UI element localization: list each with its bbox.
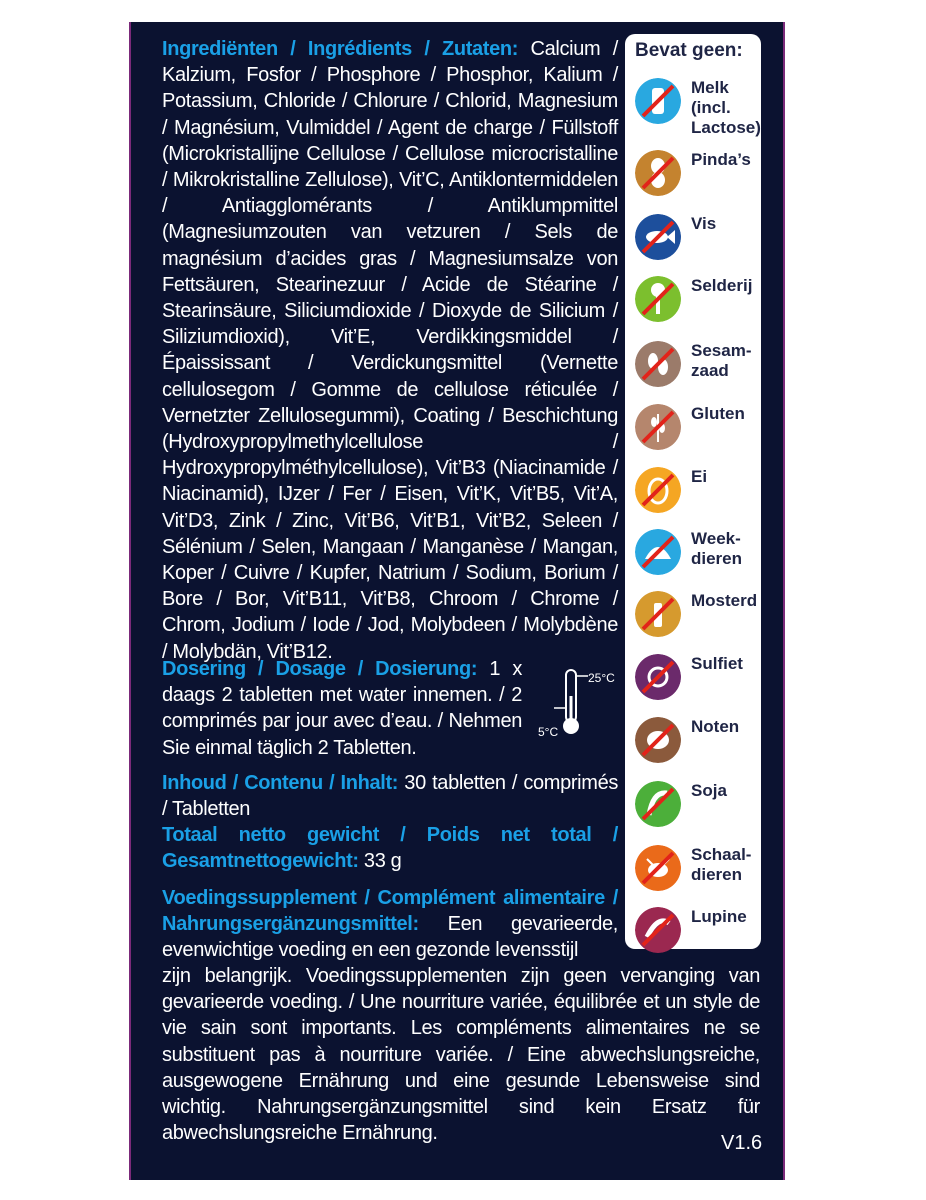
- storage-temperature-icon: [536, 662, 616, 742]
- peanut-icon: [635, 150, 681, 196]
- supplement-section: [162, 885, 618, 964]
- allergen-panel-title: Bevat geen:: [635, 40, 743, 61]
- allergen-name: Melk (incl. Lactose): [691, 78, 761, 137]
- max-temp-label: 25°C: [588, 671, 615, 685]
- sulphite-icon: [635, 654, 681, 700]
- soy-icon: [635, 781, 681, 827]
- allergen-item: [635, 781, 761, 841]
- wheat-icon: [635, 404, 681, 450]
- net-weight-text: 33 g: [358, 850, 402, 873]
- allergen-name: Vis: [691, 214, 717, 233]
- mustard-icon: [635, 591, 681, 637]
- contents-section: [162, 770, 618, 822]
- min-temp-label: 5°C: [538, 725, 559, 739]
- celery-icon: [635, 276, 681, 322]
- dosage-heading: Dosering / Dosage / Dosierung:: [162, 658, 478, 680]
- ingredients-text: Calcium / Kalzium, Fosfor / Phosphore / Phosphor, Kalium / Potassium, Chloride / Chlorure / Chlorid, Magnesium / Magnésium, Vulmiddel / Agent de charge / Füllstoff (Microkristallijne Cellulose / Cellulose microcristalline / Mikrokristalline Zellulose), Vit’C, Antiklontermiddelen / Antiagglomérants / Antiklumpmittel (Magnesiumzouten van vetzuren / Sels de magnésium d’acides gras / Magnesiumsalze von Fettsäuren, Stearinezuur / Acide de Stéarine / Stearinsäure, Siliciumdioxide / Dioxyde de Silicium / Siliziumdioxid), Vit’E, Verdikkingsmiddel / Épaississant / Verdickungsmittel (Vernette cellulosegom / Gomme de cellulose réticulée / Vernetzter Zellulosegummi), Coating / Beschichtung (Hydroxypropylmethylcellulose / Hydroxypropylméthylcellulose), Vit’B3 (Niacinamide / Niacinamid), IJzer / Fer / Eisen, Vit’K, Vit’B5, Vit’A, Vit’D3, Zink / Zinc, Vit’B6, Vit’B1, Vit’B2, Seleen / Sélénium / Selen, Mangaan / Manganèse / Mangan, Koper / Cuivre / Kupfer, Natrium / Sodium, Borium / Bore / Bor, Vit’B11, Vit’B8, Chroom / Chrome / Chrom, Jodium / Iode / Jod, Molybdeen / Molybdène / Molybdän, Vit’B12.: [162, 38, 618, 663]
- allergen-name: Soja: [691, 781, 727, 800]
- allergen-item: [635, 717, 761, 777]
- allergen-name: Pinda’s: [691, 150, 751, 169]
- allergen-name: Week-dieren: [691, 529, 743, 568]
- allergen-item: [635, 276, 761, 336]
- allergen-panel: [625, 34, 761, 949]
- allergen-item: [635, 150, 761, 210]
- allergen-item: [635, 591, 761, 651]
- allergen-item: [635, 214, 761, 274]
- contents-text: 30 tabletten / comprimés / Tabletten: [162, 772, 618, 821]
- contents-heading: Inhoud / Contenu / Inhalt:: [162, 772, 399, 794]
- dosage-section: [162, 656, 522, 761]
- allergen-name: Schaal-dieren: [691, 845, 752, 884]
- allergen-name: Gluten: [691, 404, 745, 423]
- allergen-item: [635, 404, 761, 464]
- dosage-text: 1 x daags 2 tabletten met water innemen. / 2 comprimés par jour avec d’eau. / Nehmen Sie einmal täglich 2 Tabletten.: [162, 658, 522, 759]
- supplement-heading: Voedingssupplement / Complément alimentaire / Nahrungsergänzungsmittel:: [162, 887, 618, 936]
- fish-icon: [635, 214, 681, 260]
- sesame-icon: [635, 341, 681, 387]
- allergen-item: [635, 845, 761, 905]
- allergen-item: [635, 341, 761, 401]
- version-label: V1.6: [721, 1132, 763, 1154]
- supplement-text-part2: zijn belangrijk. Voedingssupplementen zijn geen vervanging van gevarieerde voeding. / Une nourriture variée, équilibrée et un style de vie sain sont importants. Les compléments alimentaires ne se substituent pas à nourriture variée. / Eine abwechslungsreiche, ausgewogene Ernährung und eine gesunde Lebensweise sind wichtig. Nahrungsergänzungsmittel sind kein Ersatz für abwechslungsreiche Ernährung.: [162, 965, 760, 1145]
- allergen-name: Selderij: [691, 276, 753, 295]
- allergen-name: Lupine: [691, 907, 747, 926]
- net-weight-heading: Totaal netto gewicht / Poids net total / Gesamtnettogewicht:: [162, 824, 618, 873]
- supplement-text-part1: Een gevarieerde, evenwichtige voeding en een gezonde levensstijl: [162, 913, 618, 962]
- net-weight-section: [162, 822, 618, 874]
- allergen-item: [635, 78, 761, 138]
- allergen-name: Sulfiet: [691, 654, 743, 673]
- ingredients-section: [162, 36, 618, 665]
- milk-icon: [635, 78, 681, 124]
- nut-icon: [635, 717, 681, 763]
- allergen-item: [635, 654, 761, 714]
- product-label-back: [129, 22, 785, 1180]
- allergen-item: [635, 467, 761, 527]
- lupin-icon: [635, 907, 681, 953]
- allergen-item: [635, 529, 761, 589]
- ingredients-heading: Ingrediënten / Ingrédients / Zutaten:: [162, 38, 519, 60]
- egg-icon: [635, 467, 681, 513]
- allergen-name: Mosterd: [691, 591, 758, 610]
- allergen-name: Ei: [691, 467, 708, 486]
- crustacean-icon: [635, 845, 681, 891]
- allergen-item: [635, 907, 761, 967]
- mollusc-icon: [635, 529, 681, 575]
- allergen-name: Sesam-zaad: [691, 341, 752, 380]
- allergen-name: Noten: [691, 717, 740, 736]
